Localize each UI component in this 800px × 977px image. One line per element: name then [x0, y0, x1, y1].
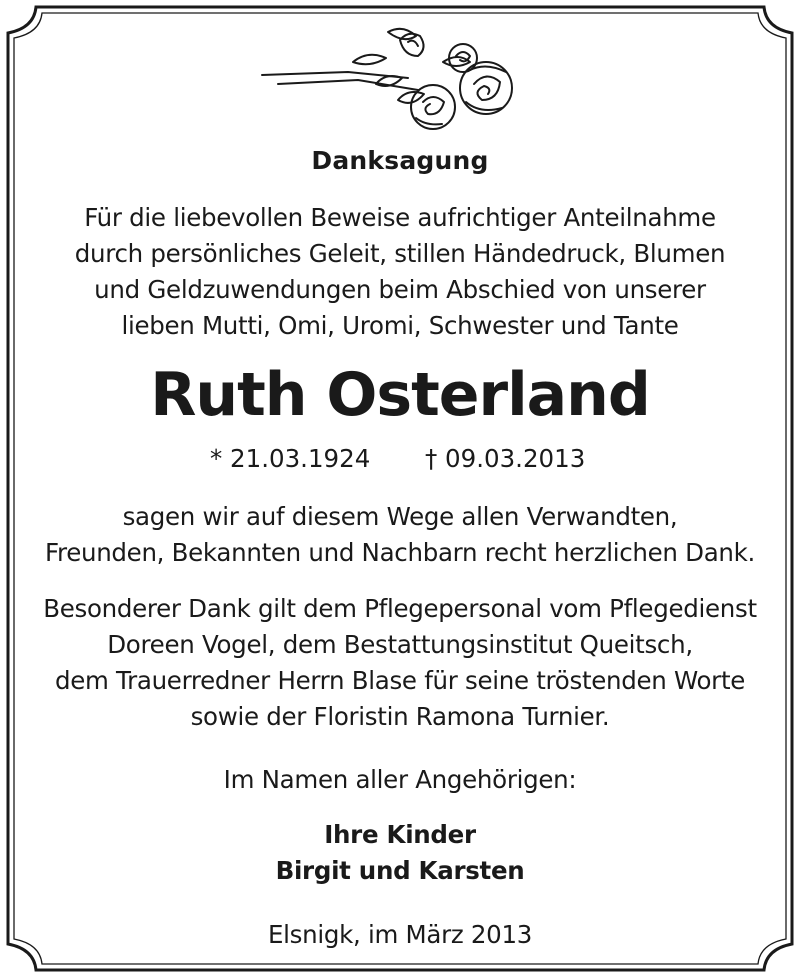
- place-date: Elsnigk, im März 2013: [267, 920, 533, 949]
- thanks-line: sagen wir auf diesem Wege allen Verwandten,: [122, 502, 678, 531]
- death-date: † 09.03.2013: [425, 444, 586, 473]
- intro-line: Für die liebevollen Beweise aufrichtiger Anteilnahme: [84, 203, 716, 232]
- intro-line: und Geldzuwendungen beim Abschied von unserer: [94, 275, 706, 304]
- special-thanks-line: Besonderer Dank gilt dem Pflegepersonal vom Pflegedienst: [43, 594, 757, 623]
- special-thanks-line: sowie der Floristin Ramona Turnier.: [190, 702, 610, 731]
- signers: [0, 817, 800, 889]
- intro-line: lieben Mutti, Omi, Uromi, Schwester und Tante: [121, 311, 679, 340]
- special-thanks-line: Doreen Vogel, dem Bestattungsinstitut Queitsch,: [107, 630, 693, 659]
- intro-paragraph: [0, 200, 800, 344]
- on-behalf-line: Im Namen aller Angehörigen:: [223, 765, 577, 794]
- birth-date: * 21.03.1924: [210, 444, 371, 473]
- thanks-paragraph: [0, 499, 800, 571]
- special-thanks-paragraph: [0, 591, 800, 735]
- intro-line: durch persönliches Geleit, stillen Händedruck, Blumen: [74, 239, 726, 268]
- special-thanks-line: dem Trauerredner Herrn Blase für seine tröstenden Worte: [54, 666, 746, 695]
- signer-line: Birgit und Karsten: [275, 856, 525, 885]
- thanks-line: Freunden, Bekannten und Nachbarn recht herzlichen Dank.: [44, 538, 756, 567]
- signer-line: Ihre Kinder: [324, 820, 476, 849]
- page-title: Danksagung: [311, 146, 489, 175]
- roses-icon: [258, 22, 518, 137]
- deceased-name: Ruth Osterland: [150, 360, 650, 430]
